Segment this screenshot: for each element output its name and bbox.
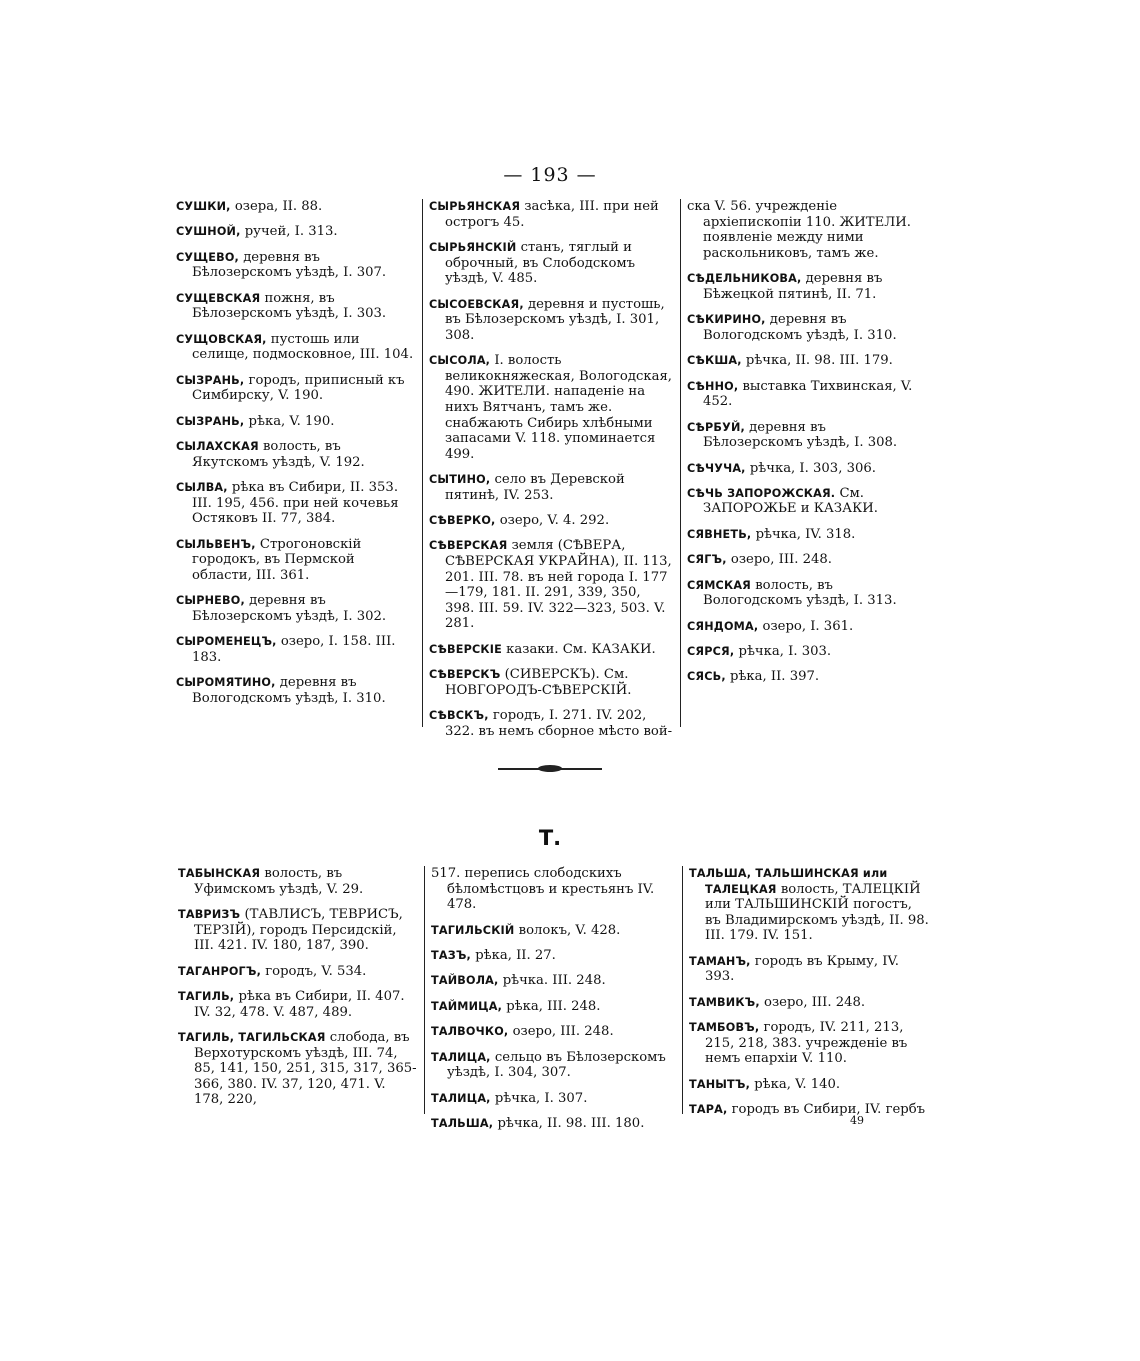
index-entry bbox=[178, 1030, 418, 1108]
entry-text: станъ, тяглый и оброчный, въ Слободскомъ уѣздѣ, V. 485. bbox=[445, 239, 636, 287]
entry-headword: СѢДЕЛЬНИКОВА, bbox=[687, 272, 802, 286]
entry-headword: СЫЗРАНЬ, bbox=[176, 373, 245, 387]
entry-headword: ТАЗЪ, bbox=[431, 948, 471, 962]
index-entry bbox=[431, 1091, 676, 1107]
entry-text: рѣчка, I. 303. bbox=[734, 644, 832, 660]
section-letter: Т. bbox=[538, 826, 562, 850]
index-entry bbox=[176, 224, 416, 240]
entry-text: городъ въ Крыму, IV. 393. bbox=[705, 953, 899, 985]
index-entry bbox=[429, 297, 674, 344]
entry-text: деревня въ Бѣлозерскомъ уѣздѣ, I. 302. bbox=[192, 593, 387, 624]
entry-text: рѣчка, II. 98. III. 179. bbox=[741, 353, 893, 369]
index-entry bbox=[687, 199, 929, 261]
index-entry bbox=[431, 948, 676, 964]
column-2 bbox=[424, 866, 682, 1131]
entry-headword: СѢВЕРСКЪ bbox=[429, 668, 501, 682]
index-entry bbox=[176, 634, 416, 665]
index-entry bbox=[687, 527, 929, 543]
entry-headword: СЫЛЬВЕНЪ, bbox=[176, 537, 256, 551]
index-entry bbox=[687, 669, 929, 685]
entry-text: озеро, I. 361. bbox=[758, 618, 854, 634]
entry-text: ручей, I. 313. bbox=[240, 224, 338, 240]
entry-headword: СУЩЕВО, bbox=[176, 250, 239, 264]
entry-headword: ТАЛИЦА, bbox=[431, 1050, 491, 1064]
entry-headword: ТАЙМИЦА, bbox=[431, 999, 503, 1013]
divider-ornament bbox=[538, 765, 562, 772]
entry-text: городъ, I. 271. IV. 202, 322. въ немъ сборное мѣсто вой- bbox=[445, 708, 673, 739]
entry-text: волокъ, V. 428. bbox=[514, 922, 621, 938]
entry-headword: СУЩЕВСКАЯ bbox=[176, 291, 261, 305]
entry-text: слобода, въ Верхотурскомъ уѣздѣ, III. 74, 85, 141, 150, 251, 315, 317, 365-366, 380. IV. 37, 120, 471. V. 178, 220, bbox=[194, 1029, 417, 1108]
entry-text: рѣка въ Сибири, II. 353. III. 195, 456. при ней кочевья Остяковъ II. 77, 384. bbox=[192, 480, 399, 527]
column-1 bbox=[170, 199, 422, 727]
index-entry bbox=[178, 907, 418, 954]
entry-headword: СЫРЬЯНСКІЙ bbox=[429, 240, 517, 254]
entry-text: городъ въ Сибири, IV. гербъ bbox=[727, 1102, 926, 1118]
entry-headword: ТАГИЛЬСКІЙ bbox=[431, 923, 515, 937]
index-entry bbox=[689, 866, 931, 944]
index-entry bbox=[429, 667, 674, 698]
index-entry bbox=[176, 439, 416, 470]
entry-text: рѣка, V. 190. bbox=[244, 413, 335, 429]
entry-text: деревня въ Бѣлозерскомъ уѣздѣ, I. 307. bbox=[192, 249, 387, 281]
column-2 bbox=[422, 199, 680, 739]
entry-text: рѣчка, I. 307. bbox=[490, 1090, 588, 1106]
entry-headword: СЫСОЛА, bbox=[429, 354, 491, 368]
index-entry bbox=[176, 593, 416, 624]
entry-text: городъ, IV. 211, 213, 215, 218, 383. учрежденіе въ немъ епархіи V. 110. bbox=[705, 1020, 908, 1067]
entry-headword: ТАМБОВЪ, bbox=[689, 1021, 760, 1035]
index-entry bbox=[178, 964, 418, 980]
entry-headword: СЫРНЕВО, bbox=[176, 594, 245, 608]
index-entry bbox=[176, 414, 416, 430]
page-number: — 193 — bbox=[503, 164, 597, 186]
entry-text: деревня и пустошь, въ Бѣлозерскомъ уѣздѣ, I. 301, 308. bbox=[445, 296, 665, 343]
entry-text: деревня въ Бѣжецкой пятинѣ, II. 71. bbox=[703, 271, 883, 302]
entry-text: городъ, V. 534. bbox=[261, 963, 367, 979]
index-entry bbox=[178, 989, 418, 1020]
index-entry bbox=[431, 1116, 676, 1132]
entry-headword: СЯСЬ, bbox=[687, 670, 726, 684]
index-entry bbox=[687, 420, 929, 451]
entry-headword: СѢКША, bbox=[687, 354, 742, 368]
entry-headword: ТАМВИКЪ, bbox=[689, 995, 760, 1009]
entry-text: рѣка въ Сибири, II. 407. IV. 32, 478. V. 487, 489. bbox=[194, 988, 405, 1020]
entry-text: село въ Деревской пятинѣ, IV. 253. bbox=[445, 472, 625, 503]
entry-text: озеро, III. 248. bbox=[508, 1024, 614, 1040]
column-3 bbox=[680, 199, 935, 727]
entry-text: рѣка, V. 140. bbox=[750, 1076, 841, 1092]
entry-text: рѣка, II. 27. bbox=[471, 947, 556, 963]
entry-headword: СЯМСКАЯ bbox=[687, 578, 751, 592]
entry-text: озера, II. 88. bbox=[230, 199, 323, 214]
entry-text: рѣчка, II. 98. III. 180. bbox=[493, 1115, 645, 1131]
entry-headword: ТАЛВОЧКО, bbox=[431, 1025, 509, 1039]
index-entry bbox=[429, 513, 674, 529]
entry-headword: СЫЛАХСКАЯ bbox=[176, 440, 259, 454]
entry-headword: ТАВРИЗЪ bbox=[178, 907, 241, 921]
index-entry bbox=[689, 995, 931, 1011]
entry-text: (ТАВЛИСЪ, ТЕВРИСЪ, ТЕРЗІЙ), городъ Персидскій, III. 421. IV. 180, 187, 390. bbox=[194, 906, 403, 954]
entry-headword: СЯГЪ, bbox=[687, 553, 727, 567]
entry-text: земля (СѢВЕРА, СѢВЕРСКАЯ УКРАЙНА), II. 113, 201. III. 78. въ ней города I. 177—179, 181. II. 291, 339, 350, 398. III. 59. IV. 322—323, 503. V. 281. bbox=[445, 538, 672, 632]
index-entry bbox=[176, 199, 416, 215]
entry-headword: ТАЛЬША, bbox=[431, 1116, 494, 1130]
index-entry bbox=[687, 461, 929, 477]
index-entry bbox=[176, 480, 416, 527]
index-entry bbox=[689, 1020, 931, 1067]
entry-text: волость, въ Якутскомъ уѣздѣ, V. 192. bbox=[192, 439, 365, 470]
top-columns bbox=[170, 199, 935, 739]
index-entry bbox=[431, 973, 676, 989]
index-entry bbox=[429, 538, 674, 632]
index-entry bbox=[689, 954, 931, 985]
index-entry bbox=[429, 353, 674, 462]
entry-headword: СѢВСКЪ, bbox=[429, 709, 489, 723]
entry-text: волость, въ Вологодскомъ уѣздѣ, I. 313. bbox=[703, 577, 897, 609]
entry-text: рѣка, II. 397. bbox=[725, 669, 820, 685]
entry-headword: СЫЛВА, bbox=[176, 481, 228, 495]
entry-headword: СЯНДОМА, bbox=[687, 619, 759, 633]
index-entry bbox=[687, 552, 929, 568]
entry-headword: СЫРЬЯНСКАЯ bbox=[429, 200, 521, 213]
entry-text: сельцо въ Бѣлозерскомъ уѣздѣ, I. 304, 307. bbox=[447, 1049, 666, 1081]
index-entry bbox=[687, 644, 929, 660]
entry-headword: СѢВЕРКО, bbox=[429, 514, 496, 528]
entry-text: рѣчка, I. 303, 306. bbox=[745, 460, 876, 476]
entry-text: 517. перепись слободскихъ бѣломѣстцовъ и крестьянъ IV. 478. bbox=[431, 866, 655, 913]
entry-headword: СѢЧУЧА, bbox=[687, 461, 746, 475]
entry-headword: СѢВЕРСКАЯ bbox=[429, 539, 508, 553]
index-entry bbox=[429, 472, 674, 503]
entry-headword: ТАМАНЪ, bbox=[689, 954, 751, 968]
section-divider bbox=[498, 764, 602, 774]
entry-text: озеро, V. 4. 292. bbox=[495, 513, 610, 529]
entry-text: озеро, III. 248. bbox=[726, 552, 832, 568]
entry-headword: ТАГИЛЬ, bbox=[178, 989, 235, 1003]
index-entry bbox=[689, 1102, 931, 1118]
entry-headword: ТАЙВОЛА, bbox=[431, 974, 499, 988]
index-entry bbox=[176, 250, 416, 281]
entry-headword: СѢННО, bbox=[687, 379, 739, 393]
index-entry bbox=[176, 291, 416, 322]
index-entry bbox=[431, 999, 676, 1015]
entry-headword: ТАЛЬША, ТАЛЬШИНСКАЯ или ТАЛЕЦКАЯ bbox=[689, 867, 888, 896]
entry-text: казаки. См. КАЗАКИ. bbox=[501, 641, 656, 657]
column-1 bbox=[172, 866, 424, 1114]
entry-text: рѣчка, IV. 318. bbox=[751, 526, 856, 542]
entry-text: пожня, въ Бѣлозерскомъ уѣздѣ, I. 303. bbox=[192, 290, 387, 322]
entry-headword: ТАГИЛЬ, ТАГИЛЬСКАЯ bbox=[178, 1030, 326, 1044]
entry-text: (СИВЕРСКЪ). См. НОВГОРОДЪ-СѢВЕРСКІЙ. bbox=[445, 667, 632, 698]
index-entry bbox=[687, 619, 929, 635]
entry-headword: ТАНЫТЪ, bbox=[689, 1077, 751, 1091]
index-entry bbox=[687, 271, 929, 302]
index-entry bbox=[687, 353, 929, 369]
entry-headword: СЫТИНО, bbox=[429, 473, 491, 487]
entry-text: засѣка, III. при ней острогъ 45. bbox=[445, 199, 659, 230]
index-entry bbox=[176, 675, 416, 706]
entry-headword: ТАБЫНСКАЯ bbox=[178, 867, 261, 880]
entry-headword: СѢРБУЙ, bbox=[687, 420, 745, 434]
index-entry bbox=[431, 1050, 676, 1081]
index-entry bbox=[687, 578, 929, 609]
entry-text: волость, ТАЛЕЦКІЙ или ТАЛЬШИНСКІЙ погостъ, въ Владимирскомъ уѣздѣ, II. 98. III. 179. IV. 151. bbox=[705, 881, 929, 944]
entry-headword: СЯВНЕТЬ, bbox=[687, 527, 752, 541]
entry-headword: ТАЛИЦА, bbox=[431, 1091, 491, 1105]
entry-headword: СЫРОМЯТИНО, bbox=[176, 676, 276, 690]
entry-text: волость, въ Уфимскомъ уѣздѣ, V. 29. bbox=[194, 866, 364, 897]
entry-text: См. ЗАПОРОЖЬЕ и КАЗАКИ. bbox=[703, 485, 878, 517]
entry-text: деревня въ Вологодскомъ уѣздѣ, I. 310. bbox=[703, 312, 897, 343]
index-entry bbox=[431, 923, 676, 939]
entry-text: озеро, I. 158. III. 183. bbox=[192, 634, 396, 665]
entry-headword: СЫРОМЕНЕЦЪ, bbox=[176, 635, 277, 649]
index-entry bbox=[178, 866, 418, 897]
index-entry bbox=[431, 1024, 676, 1040]
entry-headword: СУШКИ, bbox=[176, 200, 231, 213]
index-entry bbox=[176, 373, 416, 404]
index-entry bbox=[429, 199, 674, 230]
entry-headword: СЫСОЕВСКАЯ, bbox=[429, 297, 524, 311]
entry-headword: СУШНОЙ, bbox=[176, 225, 241, 239]
index-entry bbox=[687, 379, 929, 410]
entry-text: озеро, III. 248. bbox=[759, 994, 866, 1010]
entry-text: городъ, приписный къ Симбирску, V. 190. bbox=[192, 372, 405, 404]
entry-text: рѣка, III. 248. bbox=[502, 998, 601, 1014]
entry-text: выставка Тихвинская, V. 452. bbox=[703, 378, 913, 410]
index-entry bbox=[429, 708, 674, 739]
index-entry bbox=[687, 486, 929, 517]
index-entry bbox=[687, 312, 929, 343]
index-entry bbox=[429, 642, 674, 658]
entry-text: Строгоновскій городокъ, въ Пермской области, III. 361. bbox=[192, 536, 362, 583]
index-entry bbox=[176, 332, 416, 363]
entry-headword: СѢЧЬ ЗАПОРОЖСКАЯ. bbox=[687, 486, 836, 500]
entry-headword: СѢВЕРСКІЕ bbox=[429, 642, 502, 656]
entry-text: I. волость великокняжеская, Вологодская, 490. ЖИТЕЛИ. нападеніе на нихъ Вятчанъ, тамъ же. снабжають Сибирь хлѣбными запасами V. 118. упоминается 499. bbox=[445, 353, 672, 462]
index-entry bbox=[176, 537, 416, 584]
entry-headword: СЯРСЯ, bbox=[687, 645, 735, 659]
entry-headword: СЫЗРАНЬ, bbox=[176, 414, 245, 428]
entry-headword: ТАРА, bbox=[689, 1103, 728, 1117]
entry-headword: ТАГАНРОГЪ, bbox=[178, 964, 262, 978]
signature-mark: 49 bbox=[850, 1114, 864, 1127]
index-entry bbox=[431, 866, 676, 913]
entry-text: деревня въ Бѣлозерскомъ уѣздѣ, I. 308. bbox=[703, 419, 898, 451]
entry-text: рѣчка. III. 248. bbox=[498, 973, 606, 989]
entry-text: деревня въ Вологодскомъ уѣздѣ, I. 310. bbox=[192, 675, 386, 706]
entry-text: пустошь или селище, подмосковное, III. 104. bbox=[192, 331, 414, 363]
index-entry bbox=[689, 1077, 931, 1093]
entry-text: ска V. 56. учрежденіе архіепископіи 110. ЖИТЕЛИ. появленіе между ними раскольниковъ, тамъ же. bbox=[687, 199, 911, 261]
column-3 bbox=[682, 866, 937, 1118]
index-entry bbox=[429, 240, 674, 287]
entry-headword: СѢКИРИНО, bbox=[687, 313, 766, 327]
entry-headword: СУЩОВСКАЯ, bbox=[176, 332, 267, 346]
